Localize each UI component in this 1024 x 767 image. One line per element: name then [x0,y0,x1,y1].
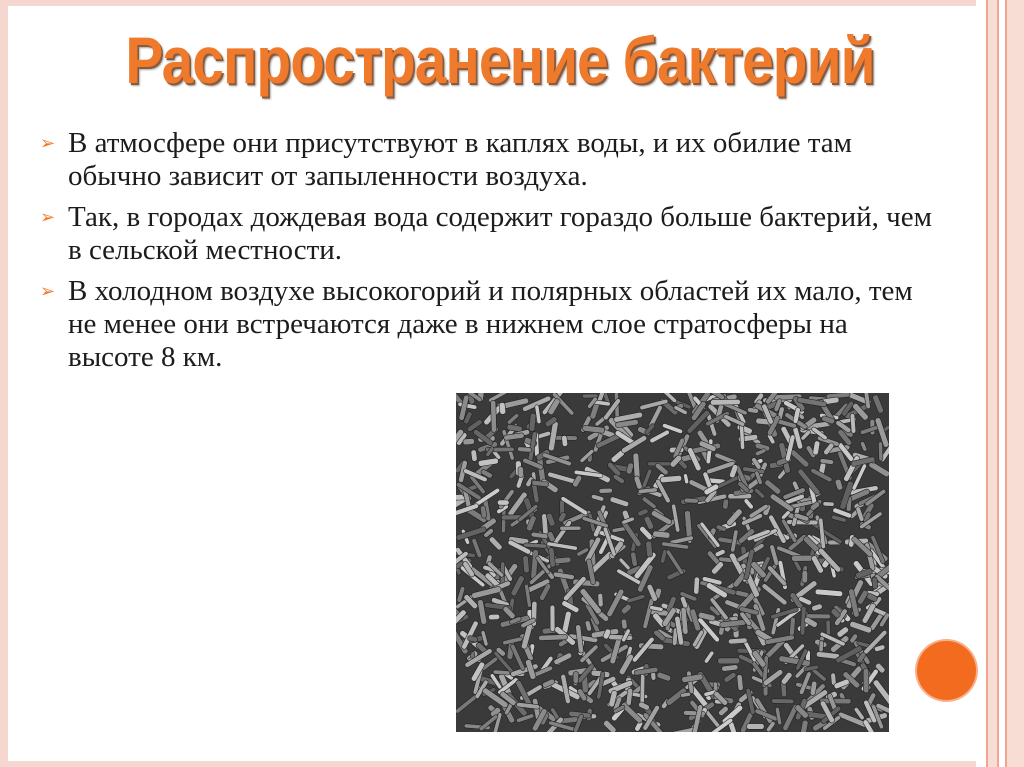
bullet-item [40,127,940,193]
bullet-text: Так, в городах дождевая вода содержит гораздо больше бактерий, чем в сельской местности. [68,201,932,266]
bullet-item [40,275,940,374]
bullet-list [40,127,940,382]
bacteria-micrograph-image [456,393,889,732]
decorative-circle [917,641,976,700]
bullet-text: В атмосфере они присутствуют в каплях воды, и их обилие там обычно зависит от запыленности воздуха. [68,127,853,192]
arrow-bullet-icon: ➢ [40,207,56,228]
arrow-bullet-icon: ➢ [40,281,56,302]
bullet-text: В холодном воздухе высокогорий и полярных областей их мало, тем не менее они встречаются даже в нижнем слое стратосферы на высоте 8 км. [68,275,913,373]
slide-title: Распространение бактерий [125,23,875,97]
bullet-item [40,201,940,267]
decorative-stripes [976,0,1024,767]
arrow-bullet-icon: ➢ [40,133,56,154]
